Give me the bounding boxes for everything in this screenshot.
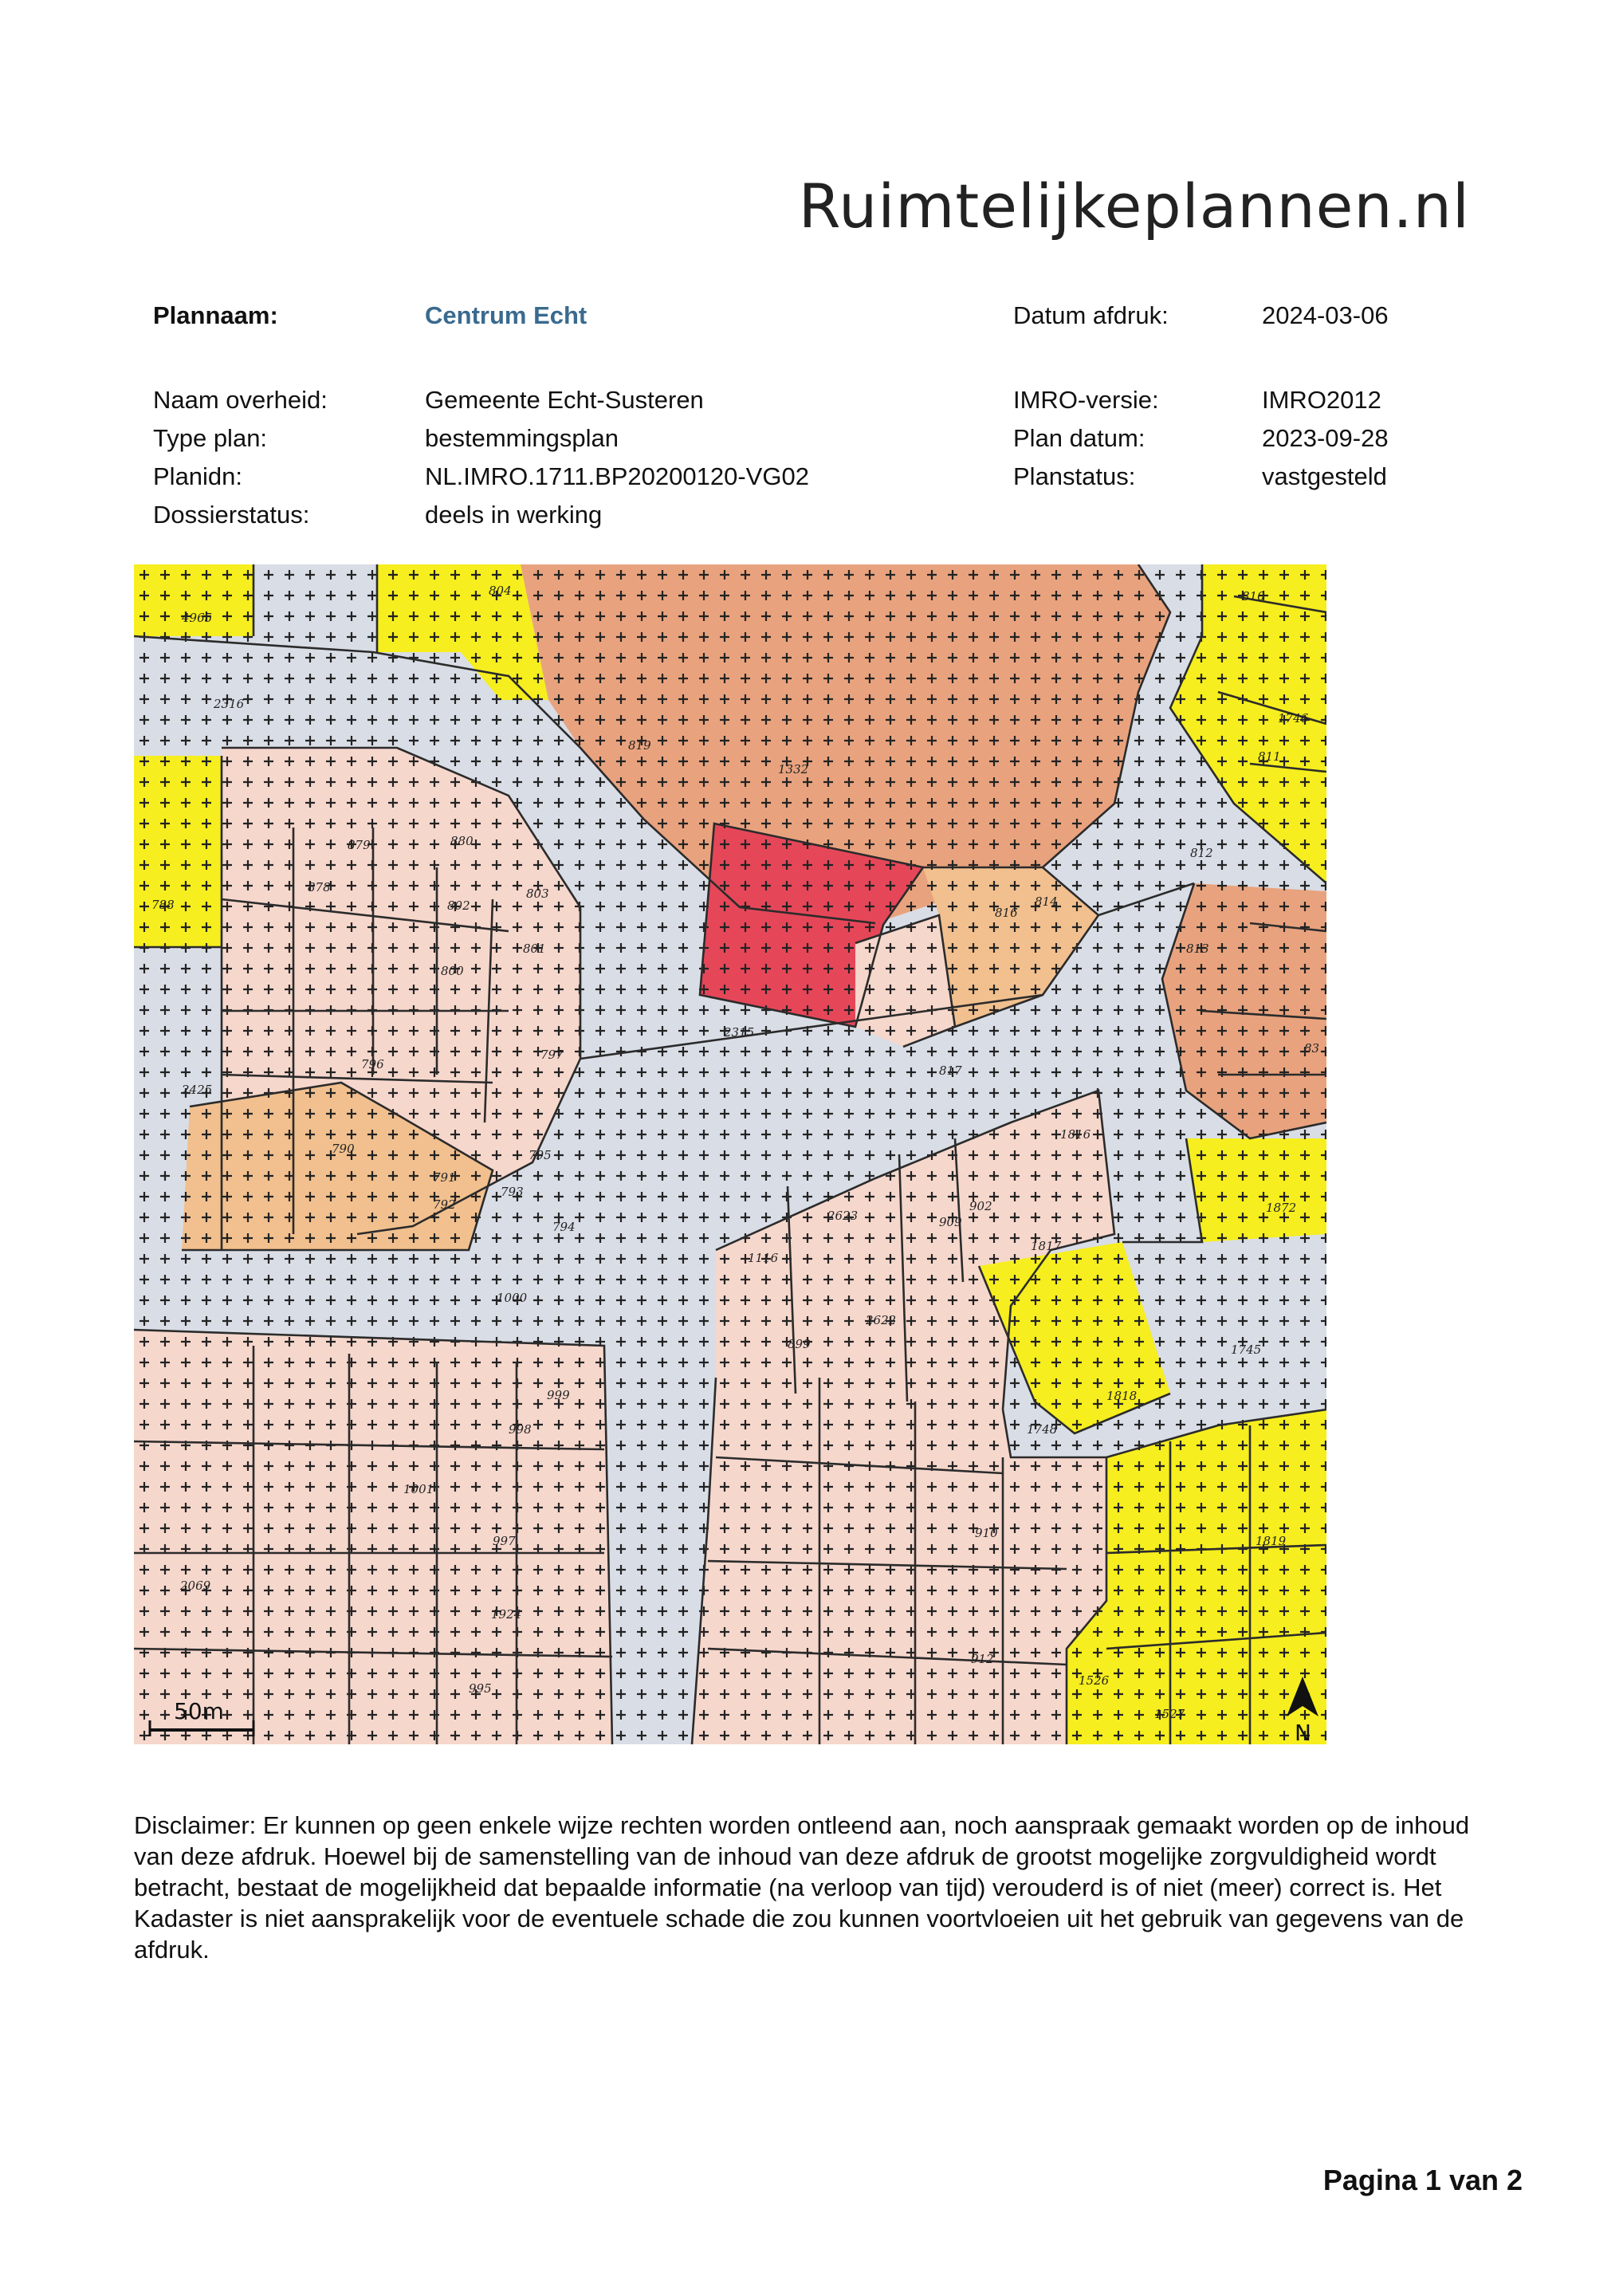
parcel-label: 1872 [1266,1201,1297,1215]
parcel-label: 1001 [403,1482,434,1496]
parcel-label: 909 [939,1215,962,1229]
parcel-label: 794 [552,1220,576,1234]
zoning-map-canvas [134,564,1326,1744]
scale-bar-label: 50m [174,1698,224,1724]
dossierstatus-value: deels in werking [425,501,603,529]
parcel-label: 4965 [182,611,213,625]
parcel-label: 995 [469,1681,492,1696]
parcel-label: 811 [1258,749,1281,764]
parcel-label: 2623 [827,1209,859,1223]
parcel-label: 813 [1186,942,1209,956]
plan-datum-value: 2023-09-28 [1262,424,1389,452]
parcel-label: 791 [433,1170,456,1185]
site-logo: Ruimtelijkeplannen.nl [798,171,1470,242]
parcel-label: 817 [939,1063,962,1078]
parcel-label: 790 [332,1142,355,1156]
plannaam-label: Plannaam: [153,301,278,329]
parcel-label: 999 [547,1388,570,1402]
type-plan-label: Type plan: [153,424,268,452]
naam-overheid-label: Naam overheid: [153,386,328,414]
parcel-label: 902 [969,1199,992,1213]
parcel-label: 83 [1304,1041,1320,1056]
parcel-label: 816 [995,906,1018,920]
parcel-label: 792 [433,1197,456,1212]
north-arrow-label: N [1295,1720,1311,1744]
parcel-label: 1819 [1256,1534,1287,1548]
parcel-label: 796 [361,1057,384,1071]
planidn-label: Planidn: [153,462,243,490]
parcel-label: 2316 [214,697,245,711]
datum-afdruk-value: 2024-03-06 [1262,301,1389,329]
parcel-label: 814 [1035,894,1058,909]
hatch-overlay [134,564,1326,1744]
zoning-map [134,564,1326,1744]
parcel-label: 1745 [1231,1343,1262,1357]
parcel-label: 812 [1190,846,1213,860]
datum-afdruk-label: Datum afdruk: [1013,301,1169,329]
parcel-label: 788 [151,898,175,912]
parcel-label: 1818 [1106,1389,1138,1403]
parcel-label: 801 [523,942,546,956]
imro-label: IMRO-versie: [1013,386,1159,414]
parcel-label: 793 [501,1185,524,1199]
parcel-label: 2622 [866,1313,897,1327]
parcel-label: 802 [447,898,470,913]
parcel-label: 879 [348,838,371,852]
page-number: Pagina 1 van 2 [1322,2164,1523,2196]
parcel-label: 1332 [778,762,809,776]
parcel-label: 912 [971,1652,994,1666]
parcel-label: 795 [529,1148,552,1162]
parcel-label: 910 [975,1526,998,1540]
planidn-value: NL.IMRO.1711.BP20200120-VG02 [425,462,809,490]
parcel-label: 803 [526,887,549,901]
planstatus-value: vastgesteld [1262,462,1387,490]
parcel-label: 804 [489,584,512,598]
naam-overheid-value: Gemeente Echt-Susteren [425,386,704,414]
parcel-label: 2315 [724,1025,755,1040]
parcel-label: 998 [509,1422,532,1437]
parcel-label: 2069 [180,1578,211,1593]
dossierstatus-label: Dossierstatus: [153,501,310,529]
imro-value: IMRO2012 [1262,386,1381,414]
parcel-label: 899 [788,1337,811,1351]
parcel-label: 880 [450,834,474,848]
parcel-label: 810 [1242,589,1265,603]
parcel-label: 1527 [1154,1707,1185,1721]
parcel-label: 1746 [1278,711,1309,725]
planstatus-label: Planstatus: [1013,462,1136,490]
parcel-label: 1526 [1079,1673,1110,1688]
parcel-label: 1116 [748,1251,779,1265]
plannaam-value: Centrum Echt [425,301,588,329]
parcel-label: 1816 [1060,1127,1091,1142]
disclaimer-text: Disclaimer: Er kunnen op geen enkele wijze rechten worden ontleend aan, noch aanspraak gemaakt worden op de inhoud van deze afdruk. Hoewel bij de samenstelling van de inhoud van deze afdruk de grootst mogelijke zorgvuldigheid wordt betracht, bestaat de mogelijkheid dat bepaalde informatie (na verloop van tijd) verouderd is of niet (meer) correct is. Het Kadaster is niet aansprakelijk voor de eventuele schade die zou kunnen voortvloeien uit het gebruik van gegevens van de afdruk. [134,1811,1470,1964]
parcel-label: 878 [308,880,331,894]
parcel-label: 819 [628,738,651,753]
parcel-label: 1000 [497,1291,528,1305]
plan-datum-label: Plan datum: [1013,424,1146,452]
parcel-label: 2425 [182,1083,213,1097]
type-plan-value: bestemmingsplan [425,424,619,452]
parcel-label: 1924 [491,1607,522,1622]
parcel-label: 997 [493,1534,516,1548]
parcel-label: 797 [540,1048,564,1062]
parcel-label: 800 [441,964,464,978]
parcel-label: 1817 [1031,1239,1062,1253]
parcel-label: 1748 [1027,1422,1058,1437]
